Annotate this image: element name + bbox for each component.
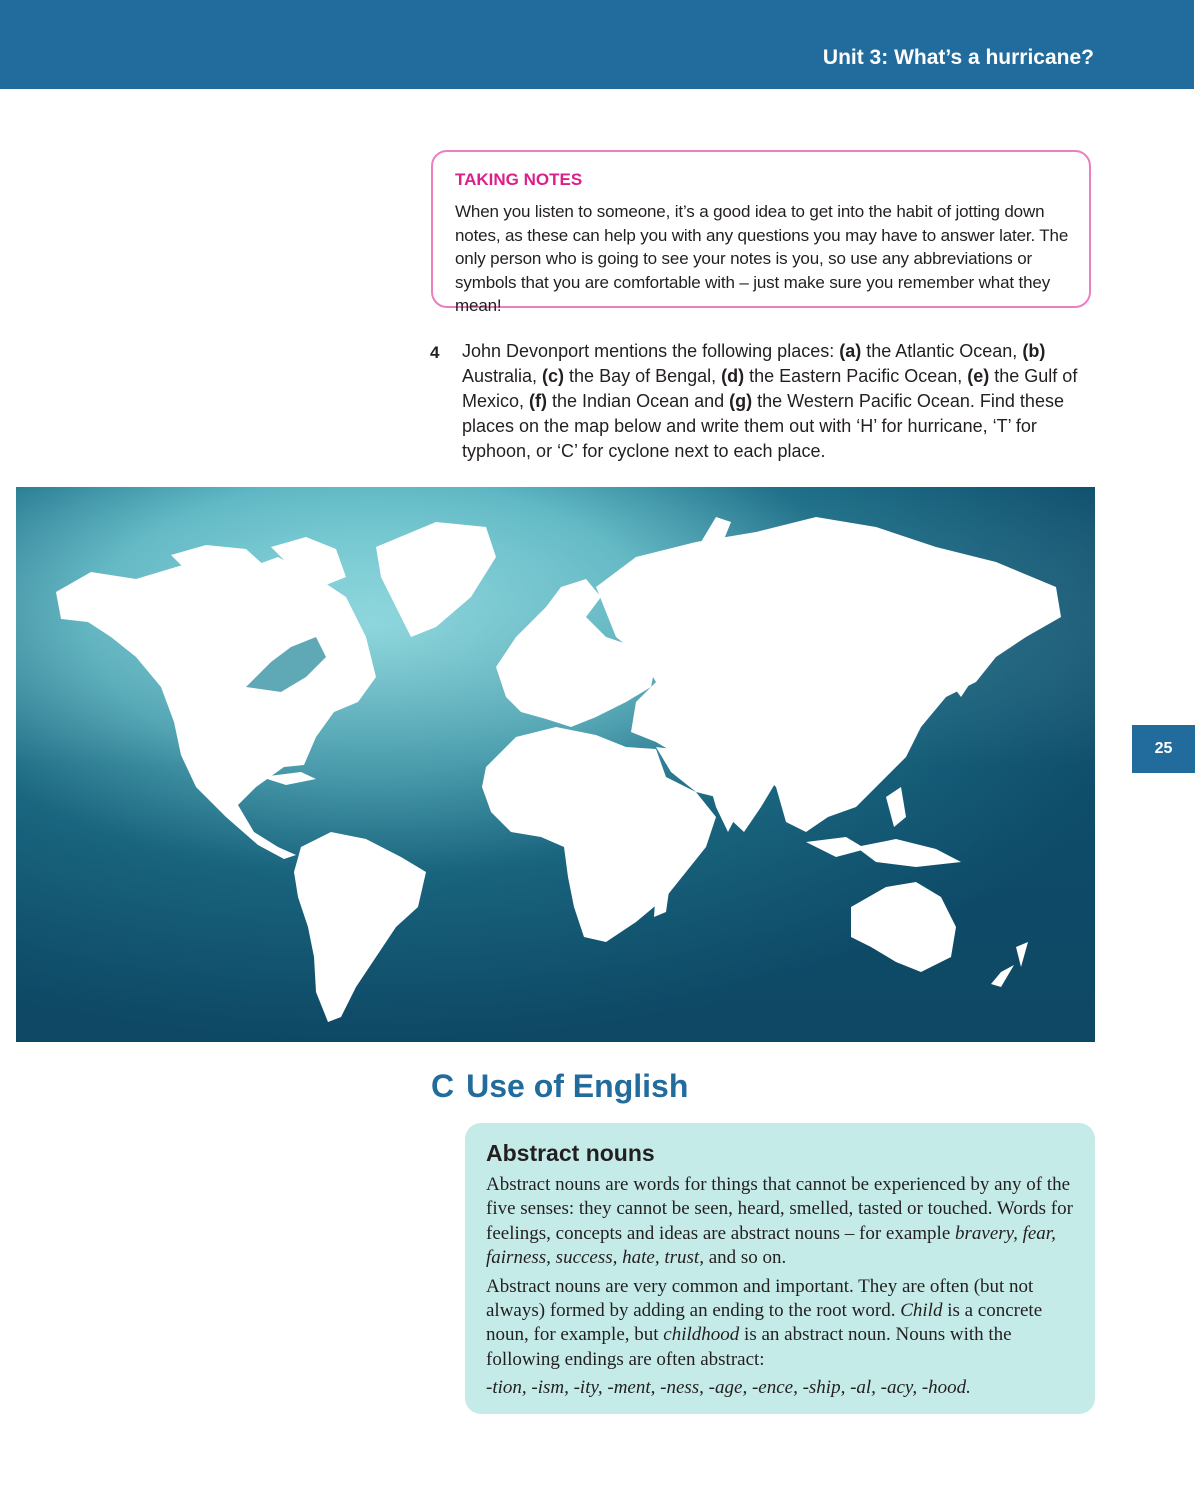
section-letter: C <box>431 1068 455 1104</box>
world-map-image <box>16 487 1095 1042</box>
abstract-nouns-paragraph-2: Abstract nouns are very common and important. They are often (but not always) formed by adding an ending to the root word. Child is a concrete noun, for example, but childhood is an abstract noun. Nouns with the following endings are often abstract: <box>486 1275 1043 1370</box>
taking-notes-box <box>431 150 1091 315</box>
unit-title: Unit 3: What’s a hurricane? <box>822 46 1094 69</box>
abstract-nouns-paragraph-1: Abstract nouns are words for things that cannot be experienced by any of the five senses: they cannot be seen, heard, smelled, tasted or touched. Words for feelings, concepts and ideas are abstract nouns – for example bravery, fear, fairness, success, hate, trust, and so on. <box>486 1174 1073 1269</box>
abstract-nouns-heading: Abstract nouns <box>486 1140 655 1166</box>
section-title: Use of English <box>466 1068 689 1104</box>
world-map <box>16 487 1095 1042</box>
task-number: 4 <box>430 343 440 362</box>
abstract-nouns-box <box>465 1123 1095 1414</box>
taking-notes-heading: TAKING NOTES <box>455 170 583 189</box>
task-instructions: John Devonport mentions the following places: (a) the Atlantic Ocean, (b) Australia, (c) the Bay of Bengal, (d) the Eastern Pacific Ocean, (e) the Gulf of Mexico, (f) the Indian Ocean and (g) the Western Pacific Ocean. Find these places on the map below and write them out with ‘H’ for hurricane, ‘T’ for typhoon, or ‘C’ for cyclone next to each place. <box>462 341 1078 461</box>
page-number-tab: 25 <box>1132 725 1195 773</box>
taking-notes-body: When you listen to someone, it’s a good idea to get into the habit of jotting down notes, as these can help you with any questions you may have to answer later. The only person who is going to see your notes is you, so use any abbreviations or symbols that you are comfortable with – just make sure you remember what they mean! <box>455 202 1069 315</box>
abstract-nouns-endings: -tion, -ism, -ity, -ment, -ness, -age, -ence, -ship, -al, -acy, -hood. <box>486 1377 971 1399</box>
header-bar <box>0 0 1194 89</box>
section-heading <box>431 1068 688 1105</box>
